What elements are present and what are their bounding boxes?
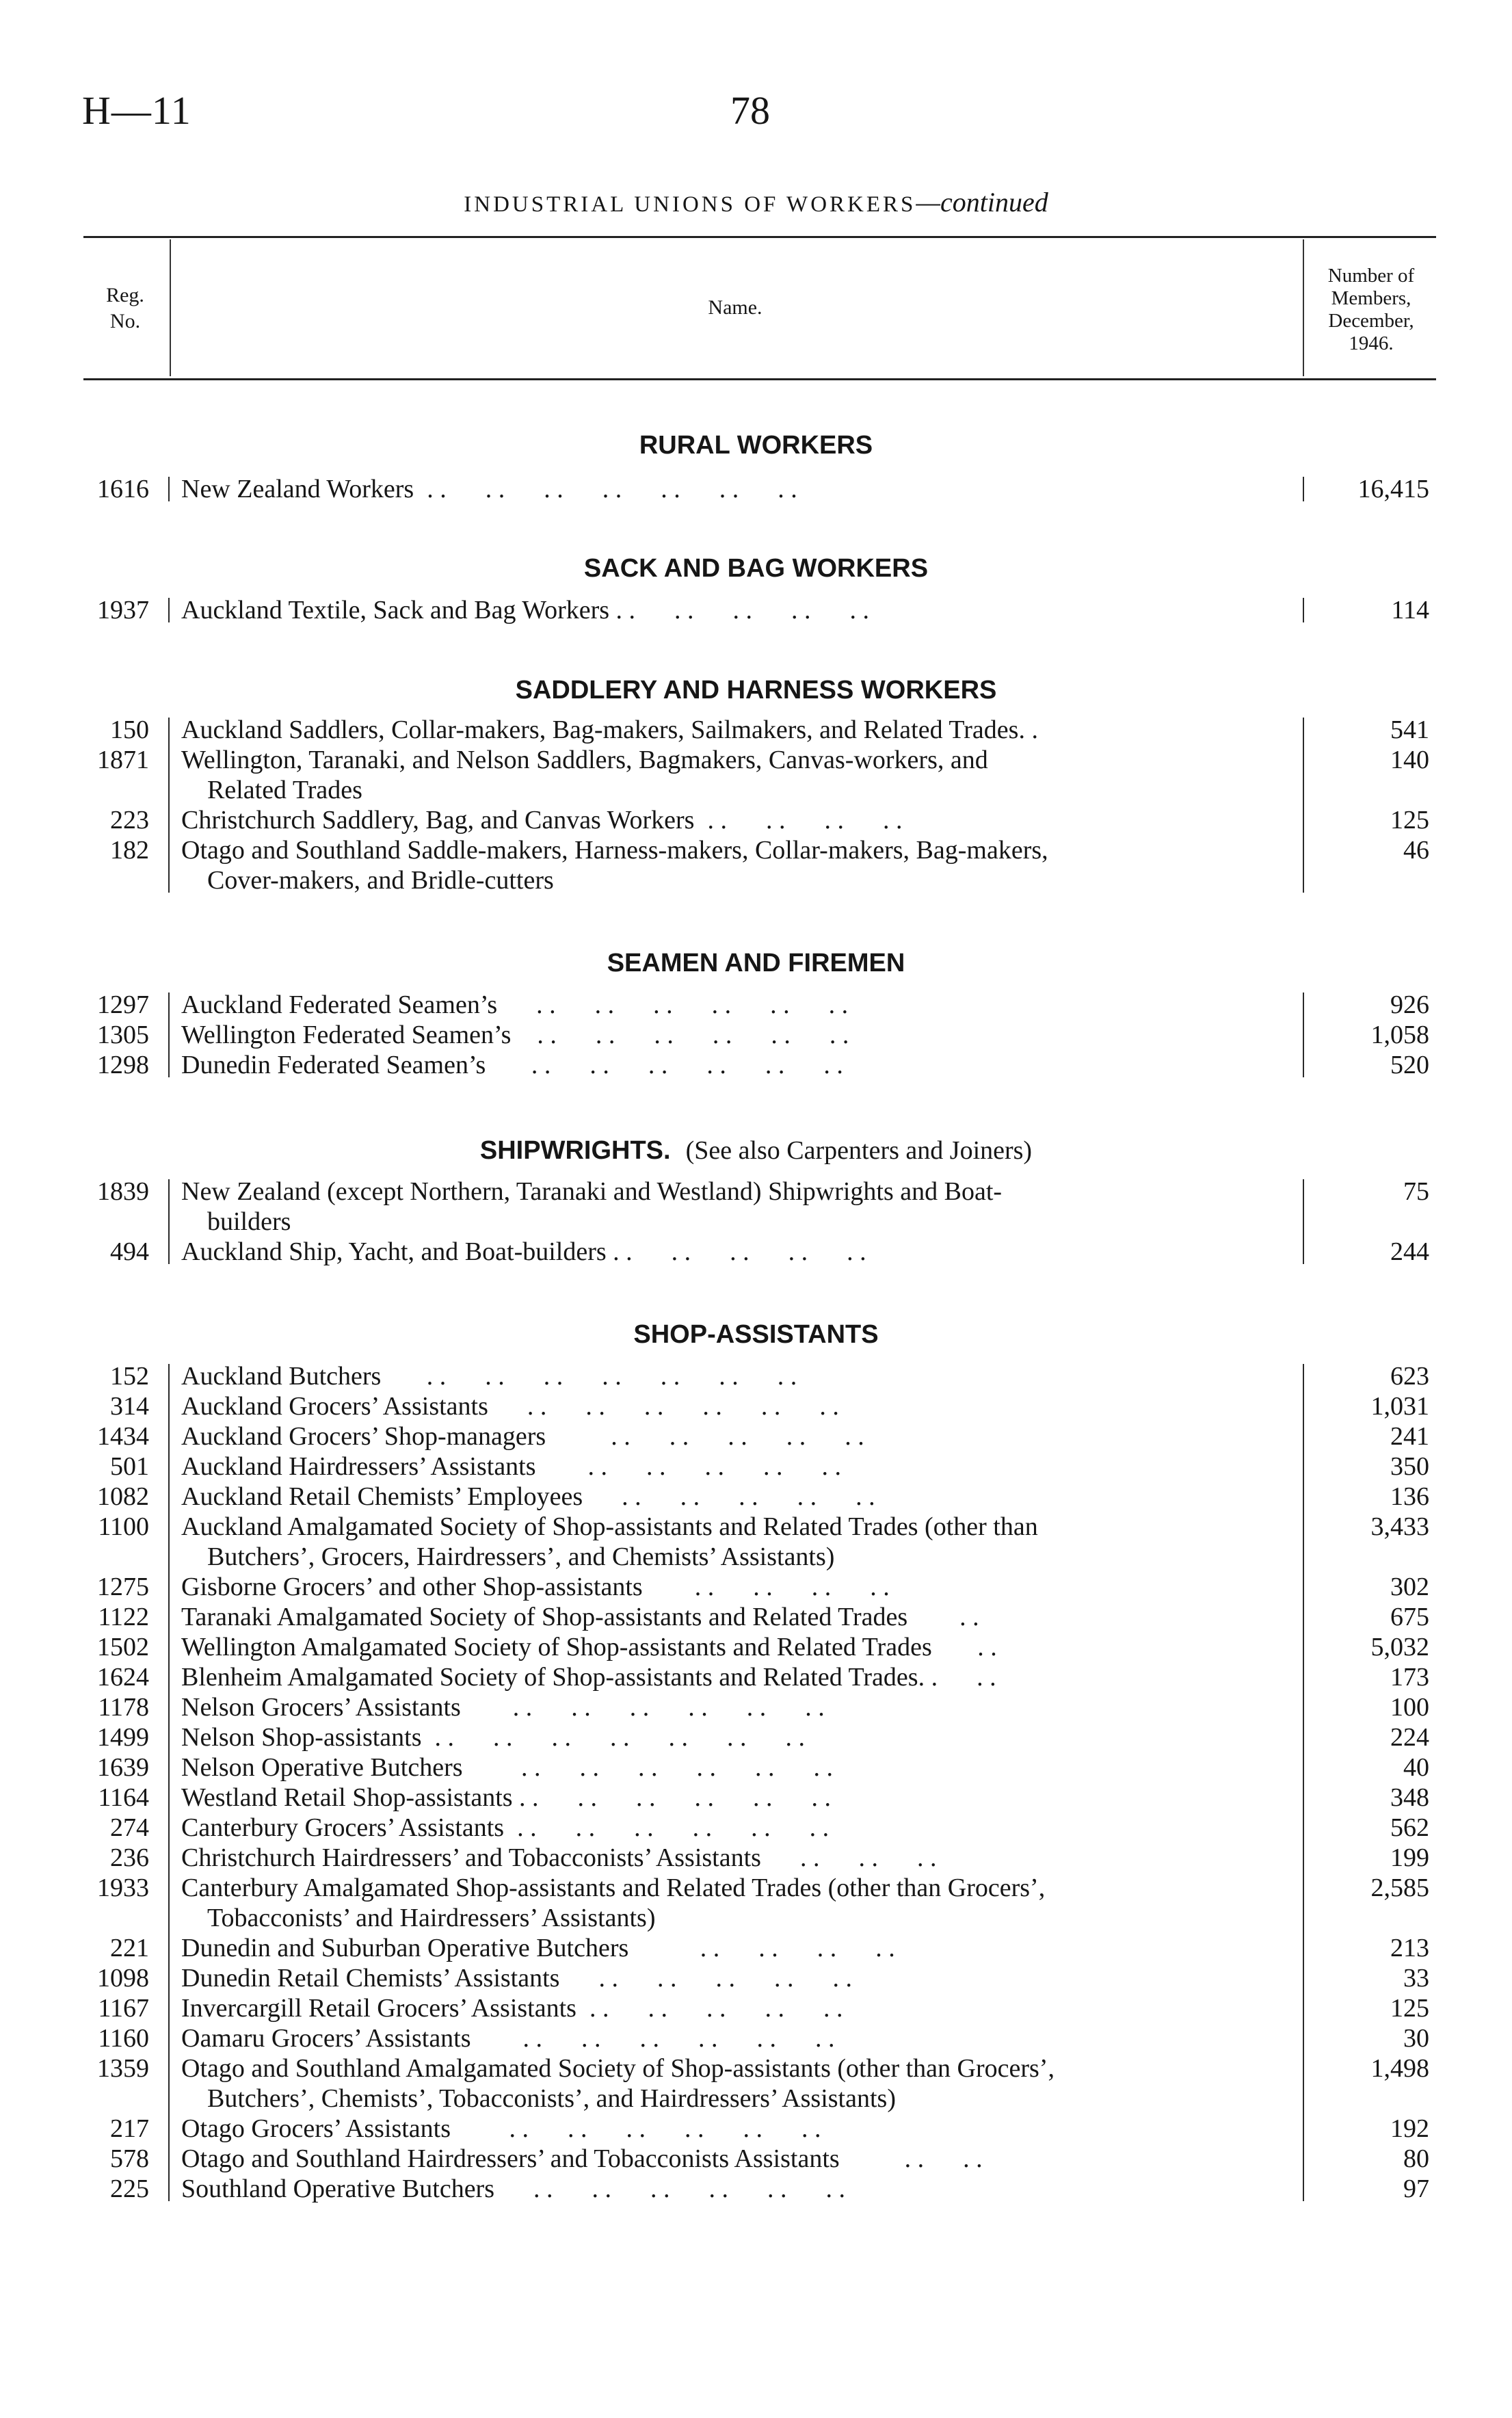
member-count: 675: [1390, 1603, 1429, 1631]
table-row: [0, 835, 1512, 895]
reg-number: 1297: [97, 990, 149, 1019]
member-count: 302: [1390, 1573, 1429, 1601]
member-count: 192: [1390, 2114, 1429, 2143]
member-count: 199: [1390, 1843, 1429, 1872]
table-row: [0, 1050, 1512, 1080]
column-rule-right: [1303, 718, 1304, 893]
reg-number: 221: [110, 1934, 149, 1962]
union-name: Otago and Southland Amalgamated Society of Shop-assistants (other than Grocers’, Butchers’, Chemists’, Tobacconists’, and Hairdressers’ Assistants): [181, 2054, 1055, 2113]
member-count: 97: [1403, 2174, 1429, 2203]
union-name: Otago and Southland Hairdressers’ and Tobacconists Assistants . . . .: [181, 2144, 983, 2173]
column-header-reg-no: Reg. No.: [106, 284, 144, 332]
member-count: 241: [1390, 1422, 1429, 1451]
table-row: [0, 1482, 1512, 1512]
table-row: [0, 1020, 1512, 1050]
union-name: Auckland Butchers . . . . . . . . . . . . . .: [181, 1362, 797, 1391]
table-row: [0, 1783, 1512, 1813]
table-row: [0, 2114, 1512, 2144]
union-name: Invercargill Retail Grocers’ Assistants . . . . . . . . . .: [181, 1994, 843, 2023]
column-rule-left: [168, 598, 170, 622]
reg-number: 1160: [98, 2024, 149, 2053]
reg-number: 1616: [97, 475, 149, 503]
table-row: [0, 1993, 1512, 2023]
reg-number: 182: [110, 836, 149, 865]
member-count: 40: [1403, 1753, 1429, 1782]
union-name: Auckland Federated Seamen’s . . . . . . . . . . . .: [181, 990, 849, 1019]
column-rule-right: [1303, 598, 1304, 622]
reg-number: 223: [110, 806, 149, 835]
table-row: [0, 1421, 1512, 1451]
reg-number: 1178: [98, 1693, 149, 1722]
union-name: Otago and Southland Saddle-makers, Harness-makers, Collar-makers, Bag-makers, Cover-makers, and Bridle-cutters: [181, 836, 1048, 895]
column-rule-left: [168, 477, 170, 501]
member-count: 348: [1390, 1783, 1429, 1812]
union-name: Canterbury Grocers’ Assistants . . . . . . . . . . . .: [181, 1813, 830, 1842]
reg-number: 578: [110, 2144, 149, 2173]
column-rule-right: [1303, 1179, 1304, 1264]
section-title: SHIPWRIGHTS.: [479, 1136, 671, 1165]
reg-number: 1434: [97, 1422, 149, 1451]
table-row: [0, 1632, 1512, 1662]
table-row: [0, 1361, 1512, 1391]
member-count: 5,032: [1370, 1633, 1429, 1661]
table-row: [0, 1692, 1512, 1722]
reg-number: 1499: [97, 1723, 149, 1752]
column-rule-right: [1303, 993, 1304, 1077]
union-name: Auckland Amalgamated Society of Shop-assistants and Related Trades (other than Butchers’, Grocers, Hairdressers’, and Chemists’ Assistants): [181, 1512, 1038, 1571]
union-name: Otago Grocers’ Assistants . . . . . . . . . . . .: [181, 2114, 821, 2143]
section-heading: [0, 431, 1512, 460]
table-row: [0, 1237, 1512, 1267]
page-number: 78: [730, 88, 770, 133]
reg-number: 217: [110, 2114, 149, 2143]
reg-number: 1937: [97, 596, 149, 625]
union-name: Nelson Operative Butchers . . . . . . . . . . . .: [181, 1753, 834, 1782]
column-rule-left: [168, 1364, 170, 2201]
table-row: [0, 1933, 1512, 1963]
member-count: 1,058: [1370, 1021, 1429, 1049]
union-name: Southland Operative Butchers . . . . . . . . . . . .: [181, 2174, 846, 2203]
section-heading: [0, 949, 1512, 978]
column-rule-right: [1303, 1364, 1304, 2201]
section-title: SHOP-ASSISTANTS: [633, 1320, 879, 1349]
member-count: 114: [1391, 596, 1429, 625]
table-row: [0, 1813, 1512, 1843]
reg-number: 1305: [97, 1021, 149, 1049]
table-row: [0, 745, 1512, 805]
union-name: Auckland Grocers’ Shop-managers . . . . . . . . . .: [181, 1422, 864, 1451]
member-count: 33: [1403, 1964, 1429, 1993]
union-name: Christchurch Hairdressers’ and Tobacconists’ Assistants . . . . . .: [181, 1843, 937, 1872]
table-row: [0, 595, 1512, 625]
union-name: Oamaru Grocers’ Assistants . . . . . . . . . . . .: [181, 2024, 835, 2053]
union-name: Wellington Amalgamated Society of Shop-assistants and Related Trades . .: [181, 1633, 997, 1661]
table-row: [0, 1752, 1512, 1783]
table-row: [0, 1602, 1512, 1632]
header-top-rule: [83, 236, 1436, 238]
union-name: Dunedin Retail Chemists’ Assistants . . . . . . . . . .: [181, 1964, 852, 1993]
reg-number: 1164: [98, 1783, 149, 1812]
union-name: Auckland Hairdressers’ Assistants . . . . . . . . . .: [181, 1452, 842, 1481]
member-count: 350: [1390, 1452, 1429, 1481]
member-count: 173: [1390, 1663, 1429, 1692]
header-bottom-rule: [83, 378, 1436, 380]
reg-number: 236: [110, 1843, 149, 1872]
member-count: 562: [1390, 1813, 1429, 1842]
member-count: 213: [1390, 1934, 1429, 1962]
reg-number: 314: [110, 1392, 149, 1421]
union-name: Auckland Ship, Yacht, and Boat-builders . . . . . . . . . .: [181, 1237, 866, 1266]
column-rule-left: [168, 1179, 170, 1264]
reg-number: 1639: [97, 1753, 149, 1782]
table-row: [0, 1662, 1512, 1692]
table-row: [0, 1722, 1512, 1752]
table-row: [0, 1451, 1512, 1482]
member-count: 100: [1390, 1693, 1429, 1722]
member-count: 623: [1390, 1362, 1429, 1391]
series-code: H—11: [82, 88, 191, 133]
reg-number: 1082: [97, 1482, 149, 1511]
section-title: RURAL WORKERS: [639, 431, 873, 460]
union-name: Westland Retail Shop-assistants . . . . . . . . . . . .: [181, 1783, 832, 1812]
reg-number: 1839: [97, 1177, 149, 1206]
table-row: [0, 1391, 1512, 1421]
reg-number: 1275: [97, 1573, 149, 1601]
table-row: [0, 1843, 1512, 1873]
member-count: 3,433: [1370, 1512, 1429, 1541]
member-count: 125: [1390, 806, 1429, 835]
table-row: [0, 2023, 1512, 2053]
member-count: 140: [1390, 746, 1429, 774]
union-name: Dunedin and Suburban Operative Butchers . . . . . . . .: [181, 1934, 895, 1962]
union-name: Christchurch Saddlery, Bag, and Canvas Workers . . . . . . . .: [181, 806, 903, 835]
member-count: 520: [1390, 1051, 1429, 1079]
reg-number: 501: [110, 1452, 149, 1481]
member-count: 30: [1403, 2024, 1429, 2053]
section-title: SACK AND BAG WORKERS: [583, 554, 929, 583]
union-name: Auckland Retail Chemists’ Employees . . . . . . . . . .: [181, 1482, 875, 1511]
table-row: [0, 805, 1512, 835]
member-count: 224: [1390, 1723, 1429, 1752]
member-count: 80: [1403, 2144, 1429, 2173]
table-row: [0, 1873, 1512, 1933]
reg-number: 150: [110, 715, 149, 744]
union-name: Auckland Grocers’ Assistants . . . . . . . . . . . .: [181, 1392, 839, 1421]
reg-number: 1098: [97, 1964, 149, 1993]
union-name: Auckland Textile, Sack and Bag Workers . . . . . . . . . .: [181, 596, 870, 625]
union-name: New Zealand (except Northern, Taranaki and Westland) Shipwrights and Boat- builders: [181, 1177, 1003, 1236]
member-count: 926: [1390, 990, 1429, 1019]
section-title: SEAMEN AND FIREMEN: [607, 949, 905, 977]
reg-number: 1359: [97, 2054, 149, 2083]
reg-number: 1871: [97, 746, 149, 774]
union-name: New Zealand Workers . . . . . . . . . . . . . .: [181, 475, 797, 503]
table-row: [0, 715, 1512, 745]
table-row: [0, 2053, 1512, 2114]
reg-number: 1933: [97, 1874, 149, 1902]
table-row: [0, 2144, 1512, 2174]
table-row: [0, 1572, 1512, 1602]
reg-number: 1100: [98, 1512, 149, 1541]
member-count: 244: [1390, 1237, 1429, 1266]
running-title-text: INDUSTRIAL UNIONS OF WORKERS: [464, 192, 916, 217]
member-count: 1,498: [1370, 2054, 1429, 2083]
reg-number: 1298: [97, 1051, 149, 1079]
section-title: SADDLERY AND HARNESS WORKERS: [515, 676, 997, 705]
column-rule-left: [168, 993, 170, 1077]
column-rule-left: [168, 718, 170, 893]
section-note: (See also Carpenters and Joiners): [685, 1136, 1033, 1165]
member-count: 2,585: [1370, 1874, 1429, 1902]
table-row: [0, 474, 1512, 504]
running-title-suffix: —continued: [916, 187, 1048, 218]
column-rule-right: [1303, 477, 1304, 501]
reg-number: 494: [110, 1237, 149, 1266]
member-count: 541: [1390, 715, 1429, 744]
column-header-name: Name.: [708, 296, 762, 319]
running-title: [0, 186, 1512, 218]
section-heading: [0, 1135, 1512, 1166]
member-count: 16,415: [1357, 475, 1429, 503]
union-name: Nelson Shop-assistants . . . . . . . . . . . . . .: [181, 1723, 805, 1752]
union-name: Taranaki Amalgamated Society of Shop-assistants and Related Trades . .: [181, 1603, 979, 1631]
reg-number: 1624: [97, 1663, 149, 1692]
section-heading: [0, 676, 1512, 705]
union-name: Dunedin Federated Seamen’s . . . . . . . . . . . .: [181, 1051, 843, 1079]
member-count: 136: [1390, 1482, 1429, 1511]
union-name: Blenheim Amalgamated Society of Shop-assistants and Related Trades. . . .: [181, 1663, 996, 1692]
table-row: [0, 1963, 1512, 1993]
table-row: [0, 990, 1512, 1020]
union-name: Wellington, Taranaki, and Nelson Saddlers, Bagmakers, Canvas-workers, and Related Trades: [181, 746, 988, 804]
table-row: [0, 1512, 1512, 1572]
table-row: [0, 1177, 1512, 1237]
member-count: 1,031: [1370, 1392, 1429, 1421]
union-name: Canterbury Amalgamated Shop-assistants and Related Trades (other than Grocers’, Tobacconists’ and Hairdressers’ Assistants): [181, 1874, 1046, 1932]
reg-number: 152: [110, 1362, 149, 1391]
reg-number: 1167: [98, 1994, 149, 2023]
column-header-members: Number of Members, December, 1946.: [1327, 265, 1415, 354]
union-name: Wellington Federated Seamen’s . . . . . . . . . . . .: [181, 1021, 849, 1049]
section-heading: [0, 1320, 1512, 1350]
reg-number: 1502: [97, 1633, 149, 1661]
union-name: Gisborne Grocers’ and other Shop-assistants . . . . . . . .: [181, 1573, 890, 1601]
member-count: 125: [1390, 1994, 1429, 2023]
member-count: 75: [1403, 1177, 1429, 1206]
member-count: 46: [1403, 836, 1429, 865]
reg-number: 225: [110, 2174, 149, 2203]
reg-number: 274: [110, 1813, 149, 1842]
union-name: Auckland Saddlers, Collar-makers, Bag-makers, Sailmakers, and Related Trades. .: [181, 715, 1038, 744]
union-name: Nelson Grocers’ Assistants . . . . . . . . . . . .: [181, 1693, 825, 1722]
section-heading: [0, 554, 1512, 583]
reg-number: 1122: [98, 1603, 149, 1631]
table-row: [0, 2174, 1512, 2204]
